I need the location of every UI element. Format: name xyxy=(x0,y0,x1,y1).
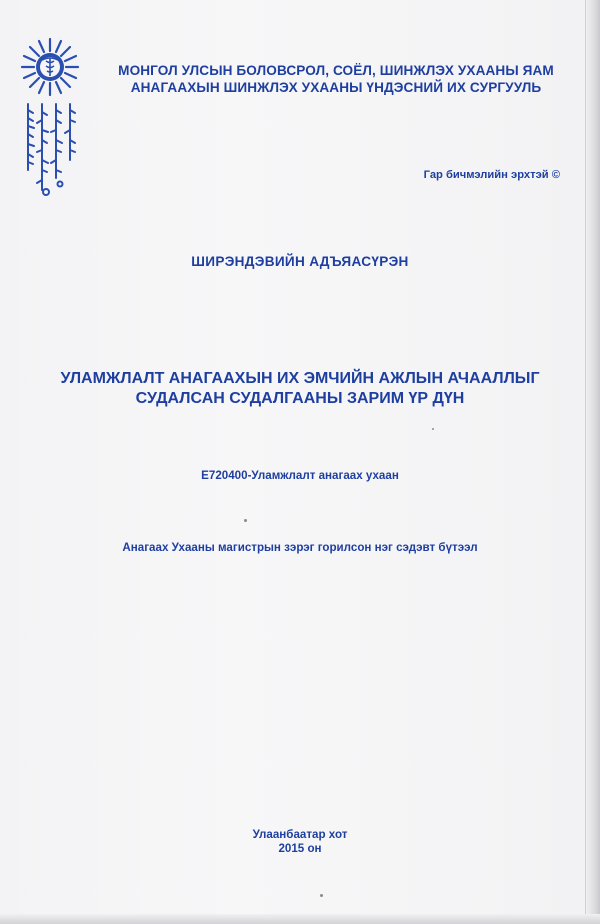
ministry-line-1: МОНГОЛ УЛСЫН БОЛОВСРОЛ, СОЁЛ, ШИНЖЛЭХ УХААНЫ ЯАМ xyxy=(118,63,554,78)
mongolian-script-emblem xyxy=(20,100,82,198)
ministry-line-2: АНАГААХЫН ШИНЖЛЭХ УХААНЫ ҮНДЭСНИЙ ИХ СУРГУУЛЬ xyxy=(130,80,542,95)
page-bottom-edge xyxy=(0,914,600,924)
publication-city: Улаанбаатар хот xyxy=(252,828,348,841)
copyright-notice: Гар бичмэлийн эрхтэй © xyxy=(423,169,560,181)
publication-year: 2015 он xyxy=(278,842,322,855)
thesis-title-line-2: СУДАЛСАН СУДАЛГААНЫ ЗАРИМ ҮР ДҮН xyxy=(135,390,465,407)
thesis-title xyxy=(30,369,570,409)
publication-footer xyxy=(0,828,600,856)
paper-speck xyxy=(432,428,434,430)
specialty-code: Е720400-Уламжлалт анагаах ухаан xyxy=(201,469,399,482)
ministry-header xyxy=(96,62,576,96)
paper-speck xyxy=(320,894,323,897)
paper-speck xyxy=(244,519,247,522)
author-name: ШИРЭНДЭВИЙН АДЪЯАСҮРЭН xyxy=(191,254,409,269)
degree-statement: Анагаах Ухааны магистрын зэрэг горилсон нэг сэдэвт бүтээл xyxy=(122,541,478,554)
page-edge-shadow xyxy=(585,0,600,924)
university-emblem-icon xyxy=(20,37,80,97)
thesis-title-line-1: УЛАМЖЛАЛТ АНАГААХЫН ИХ ЭМЧИЙН АЖЛЫН АЧААЛЛЫГ xyxy=(60,370,540,387)
